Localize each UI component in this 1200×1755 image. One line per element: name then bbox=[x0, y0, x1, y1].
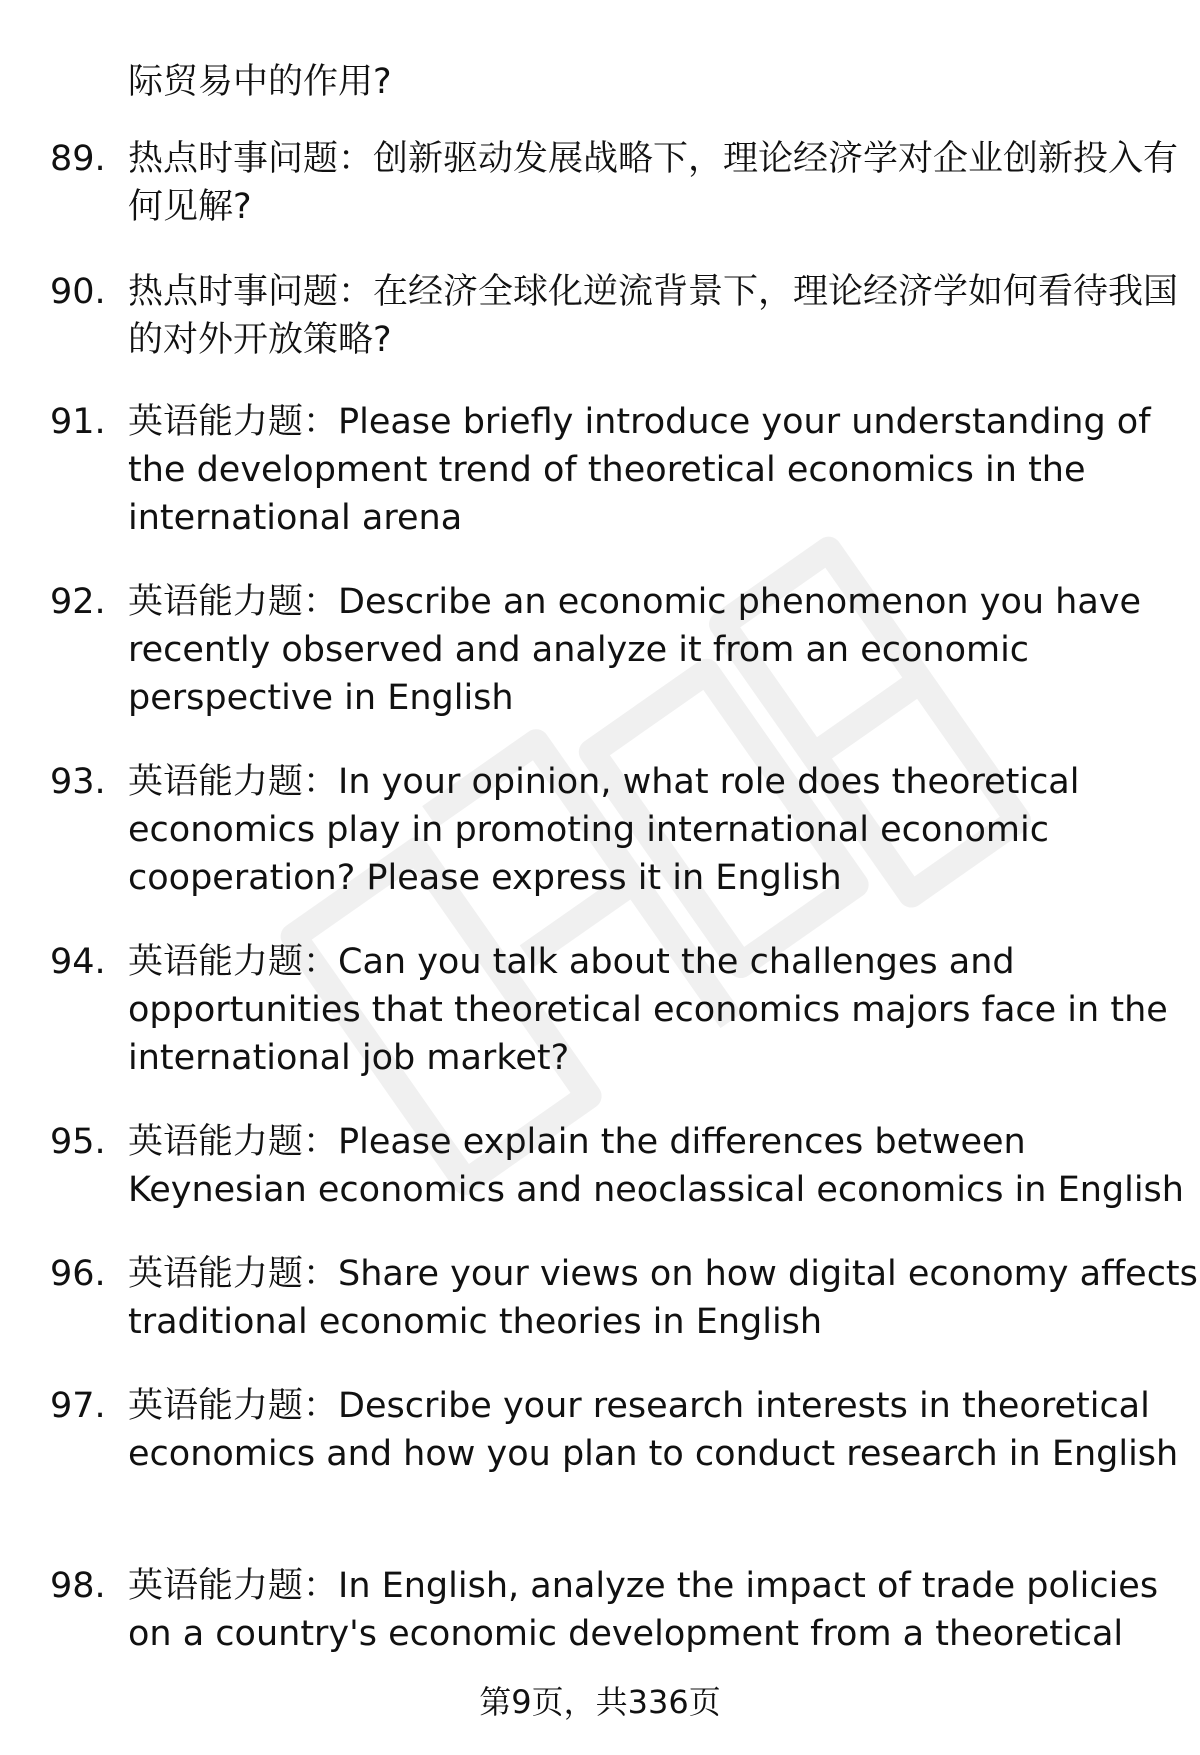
question-number: 90. bbox=[50, 272, 106, 312]
question-text: 英语能力题：Share your views on how digital economy affects traditional economic theories in English bbox=[128, 1254, 1198, 1342]
question-number: 89. bbox=[50, 139, 106, 179]
question-text: 英语能力题：In English, analyze the impact of trade policies on a country's economic development from a theoretical bbox=[128, 1566, 1159, 1654]
question-number: 98. bbox=[50, 1566, 106, 1606]
question-text: 英语能力题：Describe an economic phenomenon you have recently observed and analyze it from an economic perspective in English bbox=[128, 582, 1142, 718]
question-text: 英语能力题：Describe your research interests in theoretical economics and how you plan to conduct research in English bbox=[128, 1386, 1179, 1474]
question-text: 英语能力题：Please briefly introduce your understanding of the development trend of theoretical economics in the international arena bbox=[128, 402, 1151, 538]
question-text: 热点时事问题：创新驱动发展战略下，理论经济学对企业创新投入有何见解? bbox=[128, 139, 1179, 227]
page-number-footer: 第9页，共336页 bbox=[479, 1683, 721, 1721]
question-number: 97. bbox=[50, 1386, 106, 1426]
question-text: 英语能力题：Can you talk about the challenges and opportunities that theoretical economics majors face in the international job market? bbox=[128, 942, 1168, 1078]
question-number: 92. bbox=[50, 582, 106, 622]
question-text: 热点时事问题：在经济全球化逆流背景下，理论经济学如何看待我国的对外开放策略? bbox=[128, 272, 1179, 360]
question-text: 英语能力题：Please explain the differences between Keynesian economics and neoclassical economics in English bbox=[128, 1122, 1184, 1210]
question-number: 93. bbox=[50, 762, 106, 802]
question-number: 95. bbox=[50, 1122, 106, 1162]
question-number: 96. bbox=[50, 1254, 106, 1294]
question-text: 英语能力题：In your opinion, what role does theoretical economics play in promoting international economic cooperation? Please express it in English bbox=[128, 762, 1080, 898]
continued-question-text: 际贸易中的作用? bbox=[128, 62, 392, 102]
question-number: 94. bbox=[50, 942, 106, 982]
question-number: 91. bbox=[50, 402, 106, 442]
